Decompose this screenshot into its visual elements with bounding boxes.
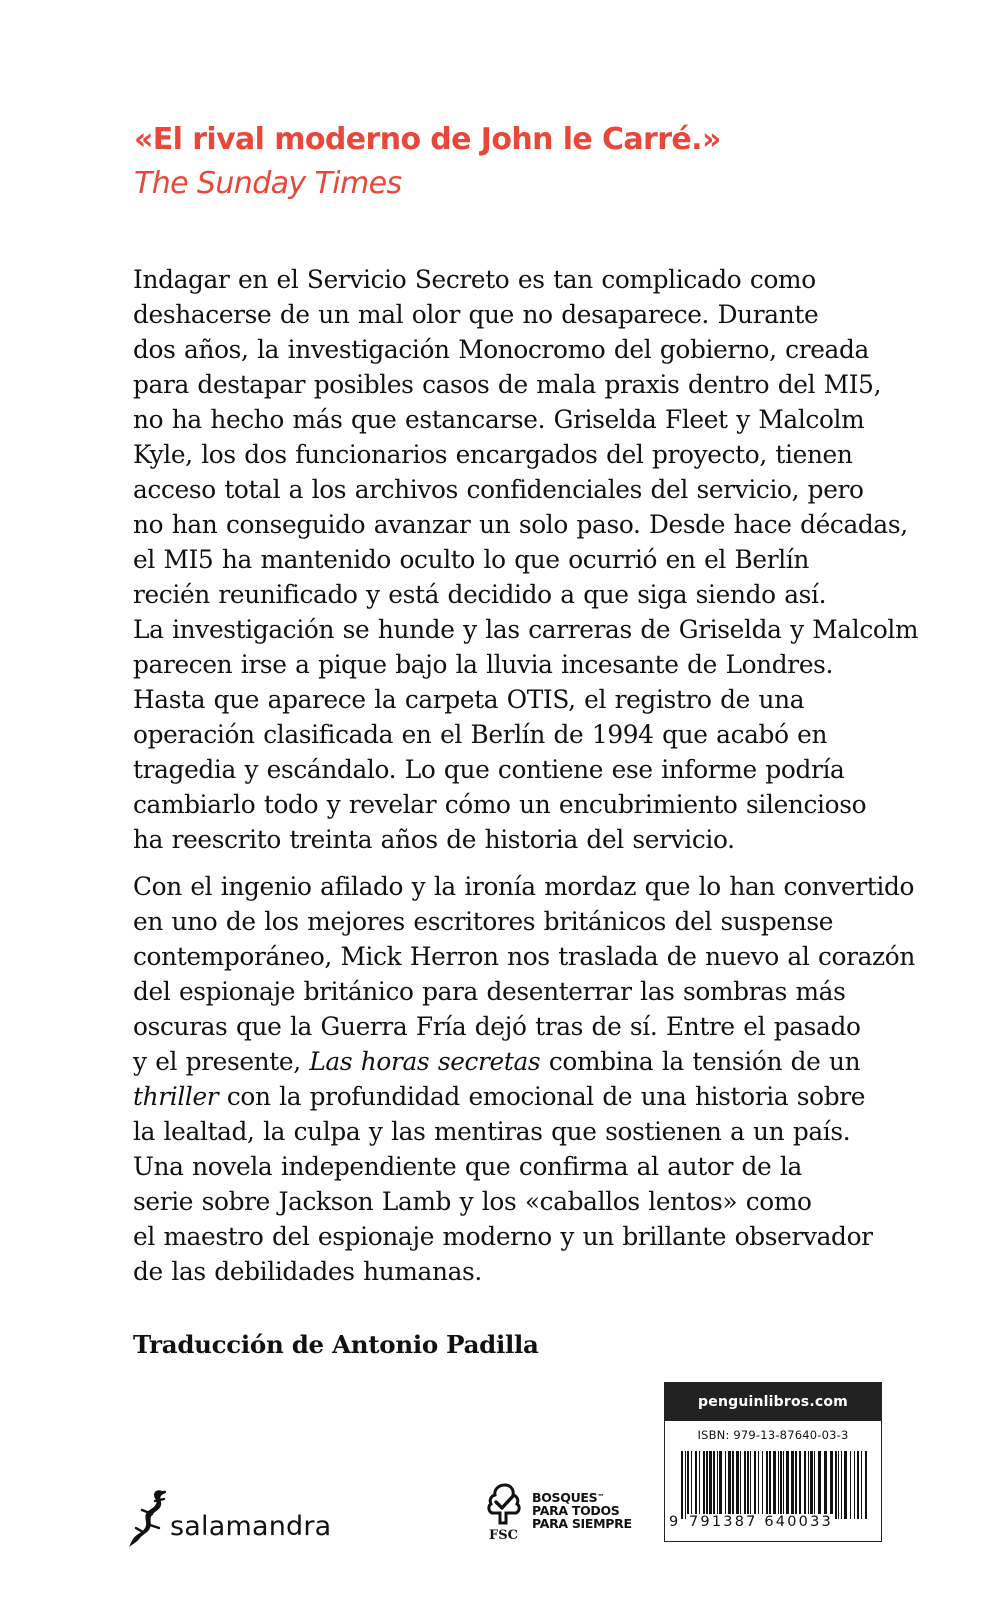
- fsc-line: PARA TODOS: [532, 1503, 620, 1518]
- synopsis: [133, 262, 973, 1301]
- text-line: acceso total a los archivos confidenciales del servicio, pero: [133, 475, 864, 504]
- translator-credit: Traducción de Antonio Padilla: [133, 1330, 539, 1359]
- fsc-tree-check-icon: [482, 1482, 528, 1528]
- text-line: del espionaje británico para desenterrar las sombras más: [133, 977, 846, 1006]
- text-line: cambiarlo todo y revelar cómo un encubrimiento silencioso: [133, 790, 867, 819]
- text-line: no ha hecho más que estancarse. Griselda Fleet y Malcolm: [133, 405, 865, 434]
- text-line: serie sobre Jackson Lamb y los «caballos lentos» como: [133, 1187, 812, 1216]
- text-line: dos años, la investigación Monocromo del gobierno, creada: [133, 335, 869, 364]
- text-line: deshacerse de un mal olor que no desaparece. Durante: [133, 300, 819, 329]
- text-line: parecen irse a pique bajo la lluvia incesante de Londres.: [133, 650, 834, 679]
- text-line: [133, 1079, 973, 1114]
- text-line: en uno de los mejores escritores británicos del suspense: [133, 907, 834, 936]
- publisher-url: penguinlibros.com: [665, 1383, 881, 1421]
- fsc-slogan: [532, 1491, 632, 1530]
- text-run: combina la tensión de un: [540, 1047, 861, 1076]
- text-run: y el presente,: [133, 1047, 310, 1076]
- book-title-italic: Las horas secretas: [309, 1047, 541, 1076]
- genre-italic: thriller: [133, 1082, 219, 1111]
- barcode-number: 791387 640033: [689, 1514, 833, 1530]
- synopsis-paragraph-1: [133, 262, 973, 857]
- salamander-icon: [128, 1487, 170, 1547]
- text-line: Hasta que aparece la carpeta OTIS, el registro de una: [133, 685, 805, 714]
- review-quote-block: [134, 118, 721, 206]
- fsc-line: PARA SIEMPRE: [532, 1516, 632, 1531]
- text-run: con la profundidad emocional de una historia sobre: [218, 1082, 866, 1111]
- barcode-box: [664, 1382, 882, 1542]
- text-line: Kyle, los dos funcionarios encargados del proyecto, tienen: [133, 440, 853, 469]
- fsc-logo: [482, 1480, 642, 1550]
- text-line: tragedia y escándalo. Lo que contiene ese informe podría: [133, 755, 845, 784]
- text-line: Indagar en el Servicio Secreto es tan complicado como: [133, 265, 816, 294]
- text-line: Con el ingenio afilado y la ironía mordaz que lo han convertido: [133, 872, 915, 901]
- text-line: La investigación se hunde y las carreras de Griselda y Malcolm: [133, 615, 919, 644]
- text-line: ha reescrito treinta años de historia del servicio.: [133, 825, 735, 854]
- text-line: oscuras que la Guerra Fría dejó tras de sí. Entre el pasado: [133, 1012, 861, 1041]
- text-line: de las debilidades humanas.: [133, 1257, 482, 1286]
- isbn-text: ISBN: 979-13-87640-03-3: [697, 1428, 849, 1442]
- publisher-logo: [128, 1487, 332, 1547]
- text-line: para destapar posibles casos de mala praxis dentro del MI5,: [133, 370, 882, 399]
- text-line: recién reunificado y está decidido a que siga siendo así.: [133, 580, 827, 609]
- fsc-label: FSC: [489, 1528, 518, 1543]
- text-line: el maestro del espionaje moderno y un brillante observador: [133, 1222, 873, 1251]
- text-line: [133, 1044, 973, 1079]
- trademark-symbol: ™: [597, 1493, 605, 1501]
- text-line: no han conseguido avanzar un solo paso. Desde hace décadas,: [133, 510, 908, 539]
- text-line: el MI5 ha mantenido oculto lo que ocurrió en el Berlín: [133, 545, 810, 574]
- text-line: Una novela independiente que confirma al autor de la: [133, 1152, 802, 1181]
- fsc-line-text: BOSQUES: [532, 1490, 598, 1505]
- text-line: la lealtad, la culpa y las mentiras que sostienen a un país.: [133, 1117, 851, 1146]
- review-source: The Sunday Times: [134, 166, 402, 201]
- text-line: operación clasificada en el Berlín de 1994 que acabó en: [133, 720, 828, 749]
- barcode-first-digit: 9: [669, 1514, 681, 1530]
- text-line: contemporáneo, Mick Herron nos traslada de nuevo al corazón: [133, 942, 915, 971]
- synopsis-paragraph-2: [133, 869, 973, 1289]
- barcode-icon: [681, 1451, 869, 1519]
- publisher-name: salamandra: [170, 1511, 332, 1542]
- review-quote: «El rival moderno de John le Carré.»: [134, 122, 721, 157]
